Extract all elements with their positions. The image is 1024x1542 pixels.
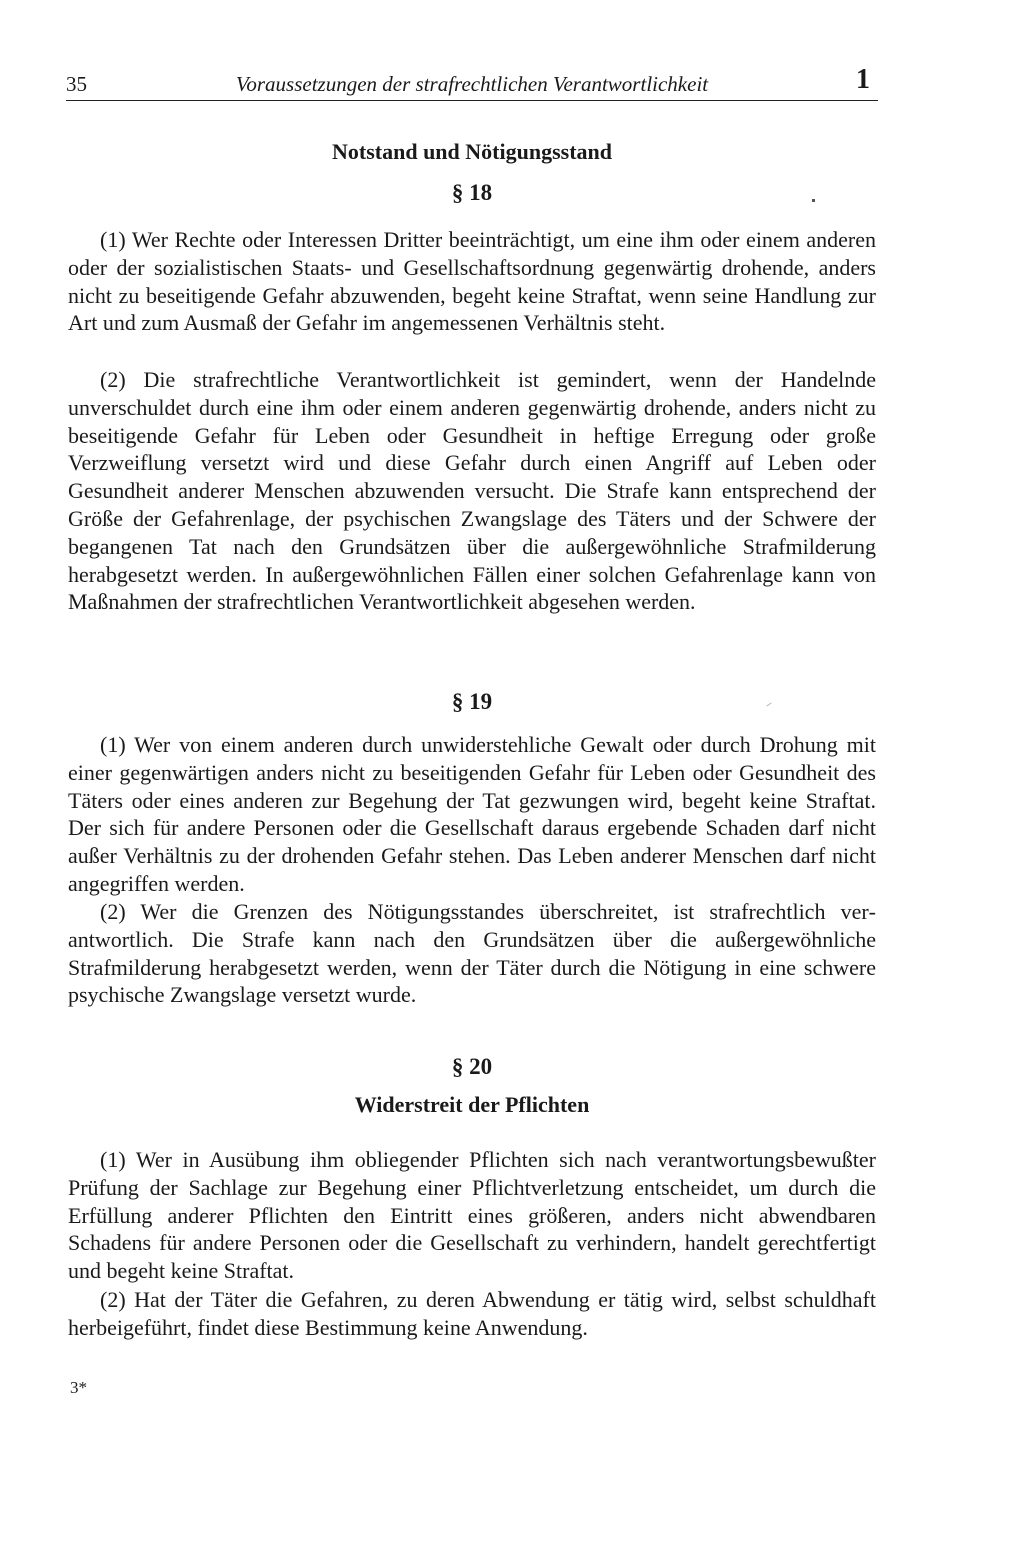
section-number-19: § 19 [451, 689, 493, 714]
paragraph-20-2: (2) Hat der Täter die Gefahren, zu deren Abwendung er tätig wird, selbst schuldhaft herbeigeführt, findet diese Bestimmung keine Anwendung. [68, 1287, 876, 1340]
running-title: Voraussetzungen der strafrechtlichen Verantwortlichkeit [235, 72, 709, 96]
signature-mark: 3* [70, 1378, 87, 1397]
page-number: 35 [66, 72, 87, 96]
section-group-title: Notstand und Nötigungsstand [332, 139, 612, 164]
paragraph-19-2: (2) Wer die Grenzen des Nötigungsstandes überschreitet, ist strafrechtlich verantwortlich. Die Strafe kann nach den Grundsätzen über die außergewöhnliche Strafmilderung herabgesetzt werden, wenn der Täter durch die Nötigung in eine schwere psychische Zwangslage versetzt wurde. [68, 899, 876, 1008]
section-number-18: § 18 [451, 180, 493, 205]
paragraph-20-1: (1) Wer in Ausübung ihm obliegender Pflichten sich nach verantwortungsbewußter Prüfung der Sachlage zur Begehung einer Pflichtverletzung entscheidet, um durch die Erfüllung anderer Pflichten den Eintritt eines größeren, anders nicht abwendbaren Schadens für andere Personen oder die Gesellschaft zu verhindern, handelt gerechtfertigt und begeht keine Straftat. [68, 1147, 876, 1284]
chapter-number: 1 [856, 64, 870, 95]
scan-speck [812, 199, 815, 202]
paragraph-19-1: (1) Wer von einem anderen durch unwiderstehliche Gewalt oder durch Drohung mit einer gegenwärtigen anders nicht zu beseitigenden Gefahr für Leben oder Gesundheit des Täters oder eines anderen zur Begehung der Tat gezwungen wird, begeht keine Straftat. Der sich für andere Personen oder die Gesellschaft daraus ergebende Schaden darf nicht außer Verhältnis zu der drohenden Gefahr stehen. Das Leben anderer Menschen darf nicht angegriffen werden. [68, 732, 876, 896]
paragraph-18-2: (2) Die strafrechtliche Verantwortlichkeit ist gemindert, wenn der Handelnde unverschuldet durch eine ihm oder einem anderen gegenwärtig drohende, anders nicht zu beseitigende Gefahr für Leben oder Gesundheit in heftige Erregung oder große Verzweiflung versetzt wird und diese Gefahr durch einen Angriff auf Leben oder Gesundheit anderer Menschen abzuwenden versucht. Die Strafe kann entsprechend der Größe der Gefahrenlage, der psychischen Zwangslage des Täters und der Schwere der begangenen Tat nach den Grundsätzen über die außergewöhnliche Strafmilderung herabgesetzt werden. In außergewöhnlichen Fällen einer solchen Gefahrenlage kann von Maßnahmen der strafrechtlichen Verantwortlichkeit abgesehen werden. [68, 367, 876, 615]
running-header [66, 66, 878, 101]
section-number-20: § 20 [451, 1054, 493, 1079]
section-heading-20: Widerstreit der Pflichten [354, 1092, 590, 1117]
paragraph-18-1: (1) Wer Rechte oder Interessen Dritter beeinträchtigt, um eine ihm oder einem anderen oder der sozialistischen Staats- und Gesellschaftsordnung gegenwärtig drohende, anders nicht zu beseitigende Gefahr abzuwenden, begeht keine Straftat, wenn seine Handlung zur Art und zum Ausmaß der Gefahr im angemessenen Verhältnis steht. [68, 227, 876, 336]
